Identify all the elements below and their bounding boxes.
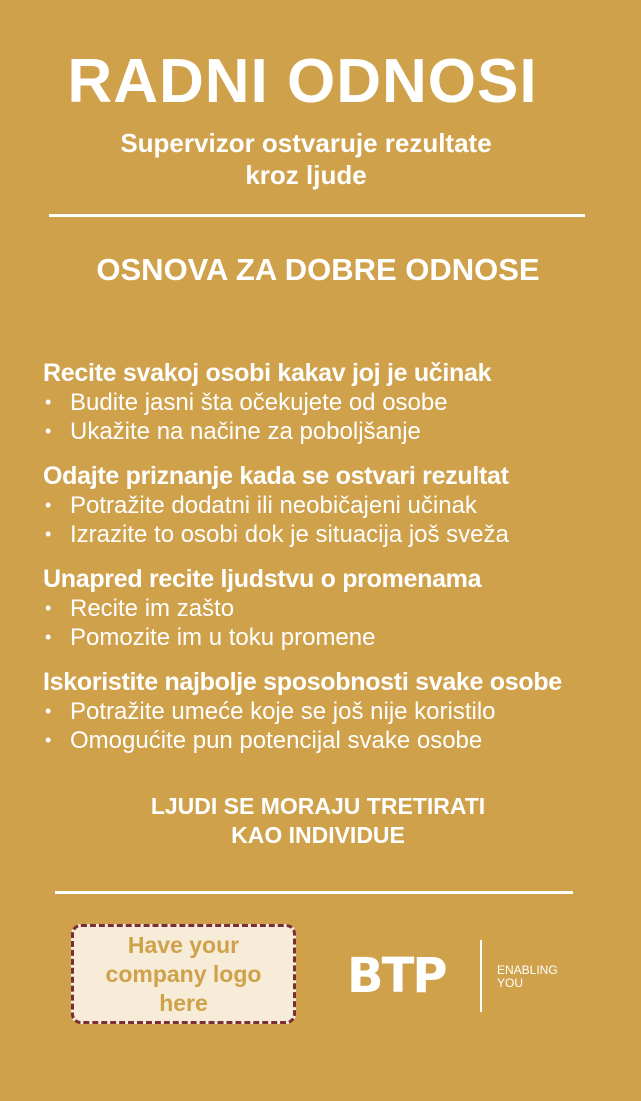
principle-title: Recite svakoj osobi kakav joj je učinak	[43, 359, 492, 387]
logo-placeholder-line: here	[159, 989, 208, 1016]
bullet-text: Potražite umeće koje se još nije koristilo	[70, 698, 496, 725]
principle-group	[43, 564, 633, 652]
bullet-text: Pomozite im u toku promene	[70, 624, 376, 651]
bullet-dot-icon: •	[45, 392, 52, 412]
principle-group	[43, 358, 633, 446]
bullet-dot-icon: •	[45, 421, 52, 441]
principles-list	[43, 358, 633, 770]
bullet-dot-icon: •	[45, 495, 52, 515]
subtitle-line: kroz ljude	[245, 160, 367, 190]
principle-group	[43, 461, 633, 549]
company-logo-placeholder	[71, 924, 296, 1024]
bullet-dot-icon: •	[45, 701, 52, 721]
principle-title: Odajte priznanje kada se ostvari rezultat	[43, 462, 509, 490]
subtitle-line: Supervizor ostvaruje rezultate	[120, 128, 492, 158]
principle-bullets	[43, 491, 633, 549]
btp-wordmark: BTP	[347, 948, 446, 1004]
bullet-item	[43, 726, 633, 755]
bullet-dot-icon: •	[45, 627, 52, 647]
brand-tagline	[497, 964, 558, 990]
principle-bullets	[43, 388, 633, 446]
bullet-item	[43, 594, 633, 623]
principle-title: Unapred recite ljudstvu o promenama	[43, 565, 482, 593]
logo-placeholder-line: company logo	[105, 960, 262, 987]
tagline-line: ENABLING	[497, 963, 558, 977]
bottom-divider	[55, 891, 573, 894]
principle-group	[43, 667, 633, 755]
bullet-item	[43, 697, 633, 726]
bullet-text: Ukažite na načine za poboljšanje	[70, 418, 421, 445]
btp-logo	[347, 940, 577, 1012]
logo-placeholder-line: Have your	[127, 931, 240, 958]
bullet-text: Recite im zašto	[70, 595, 235, 622]
bullet-item	[43, 623, 633, 652]
principle-title: Iskoristite najbolje sposobnosti svake osobe	[43, 668, 562, 696]
page-subtitle	[0, 127, 612, 191]
bullet-dot-icon: •	[45, 730, 52, 750]
bullet-text: Omogućite pun potencijal svake osobe	[70, 727, 483, 754]
principle-bullets	[43, 697, 633, 755]
closing-line: LJUDI SE MORAJU TRETIRATI	[150, 793, 486, 819]
principle-bullets	[43, 594, 633, 652]
bullet-text: Izrazite to osobi dok je situacija još sveža	[70, 521, 509, 548]
bullet-item	[43, 417, 633, 446]
closing-line: KAO INDIVIDUE	[231, 822, 405, 848]
bullet-text: Potražite dodatni ili neobičajeni učinak	[70, 492, 477, 519]
bullet-item	[43, 520, 633, 549]
closing-statement	[0, 792, 636, 850]
bullet-dot-icon: •	[45, 524, 52, 544]
bullet-item	[43, 388, 633, 417]
bullet-dot-icon: •	[45, 598, 52, 618]
tagline-line: YOU	[497, 976, 524, 990]
brand-divider	[480, 940, 482, 1012]
bullet-item	[43, 491, 633, 520]
page-title: RADNI ODNOSI	[67, 47, 538, 116]
logo-placeholder-text	[106, 931, 262, 1018]
top-divider	[49, 214, 585, 217]
section-title: OSNOVA ZA DOBRE ODNOSE	[96, 252, 540, 287]
bullet-text: Budite jasni šta očekujete od osobe	[70, 389, 448, 416]
